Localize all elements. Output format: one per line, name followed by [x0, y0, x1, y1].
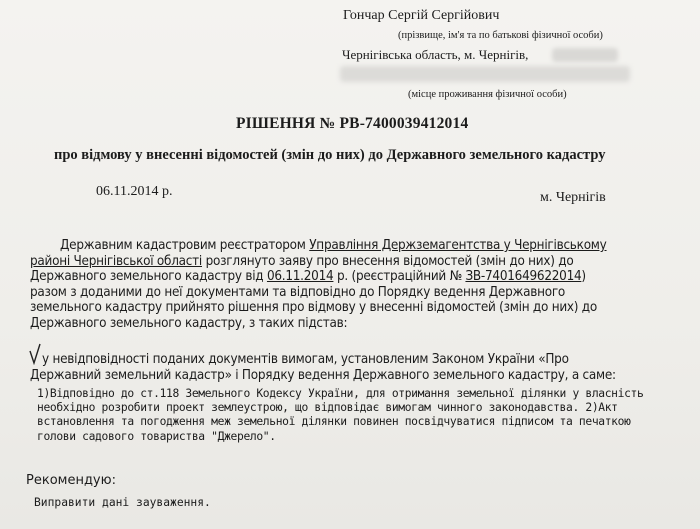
body-line-3 — [30, 269, 670, 285]
applicant-address-note: (місце проживання фізичної особи) — [408, 89, 567, 100]
reason-line-2: Державний земельний кадастр» і Порядку ведення Державного земельного кадастру, а саме: — [30, 368, 616, 383]
decision-date: 06.11.2014 р. — [96, 184, 173, 199]
registration-number: ЗВ-7401649622014 — [465, 269, 582, 284]
body-text: розглянуто заяву про внесення відомостей (змін до них) до — [202, 253, 574, 269]
applicant-name: Гончар Сергій Сергійович — [343, 8, 500, 23]
redacted-address-part — [552, 48, 618, 62]
decision-body — [30, 238, 670, 331]
body-text: р. (реєстраційний № — [333, 269, 466, 284]
decision-subtitle: про відмову у внесенні відомостей (змін до них) до Державного земельного кадастру — [54, 147, 606, 163]
application-date: 06.11.2014 — [266, 269, 334, 284]
recommendation-text: Виправити дані зауваження. — [34, 496, 211, 509]
body-line-2 — [30, 254, 670, 270]
details-line-1: 1)Відповідно до ст.118 Земельного Кодексу України, для отримання земельної ділянки у власність — [37, 387, 644, 400]
refusal-details — [37, 387, 692, 444]
recommendation-label: Рекомендую: — [26, 473, 116, 488]
details-line-4: голови садового товариства "Джерело". — [37, 429, 276, 443]
applicant-address: Чернігівська область, м. Чернігів, — [342, 47, 529, 62]
reason-line-1: у невідповідності поданих документів вимогам, установленим Законом України «Про — [42, 352, 569, 367]
body-line-5: земельного кадастру прийнято рішення про відмову у внесенні відомостей (змін до них) до — [30, 300, 597, 315]
authority-name: Управління Держземагентства у Чернігівському — [309, 238, 607, 253]
applicant-name-note: (прізвище, ім'я та по батькові фізичної особи) — [398, 30, 603, 41]
body-line-1 — [30, 238, 670, 254]
details-line-2: необхідно розробити проект землеустрою, що відповідає вимогам чинного законодавства. 2)Акт — [37, 401, 618, 415]
body-line-6: Державного земельного кадастру, з таких підстав: — [30, 315, 348, 331]
refusal-reason — [30, 352, 690, 384]
decision-title: РІШЕННЯ № РВ-7400039412014 — [236, 115, 469, 132]
body-line-4: разом з доданими до неї документами та відповідно до Порядку ведення Державного — [30, 284, 566, 300]
body-text: ) — [581, 269, 586, 284]
decision-city: м. Чернігів — [540, 190, 606, 205]
details-line-3: встановлення та погодження меж земельної ділянки повинен посвідчуватися підписом та печаткою — [37, 415, 631, 429]
redacted-address-line — [340, 66, 630, 82]
body-text: Державним кадастровим реєстратором — [60, 238, 310, 253]
authority-region: районі Чернігівської області — [30, 253, 203, 269]
body-text: Державного земельного кадастру від — [30, 269, 267, 284]
